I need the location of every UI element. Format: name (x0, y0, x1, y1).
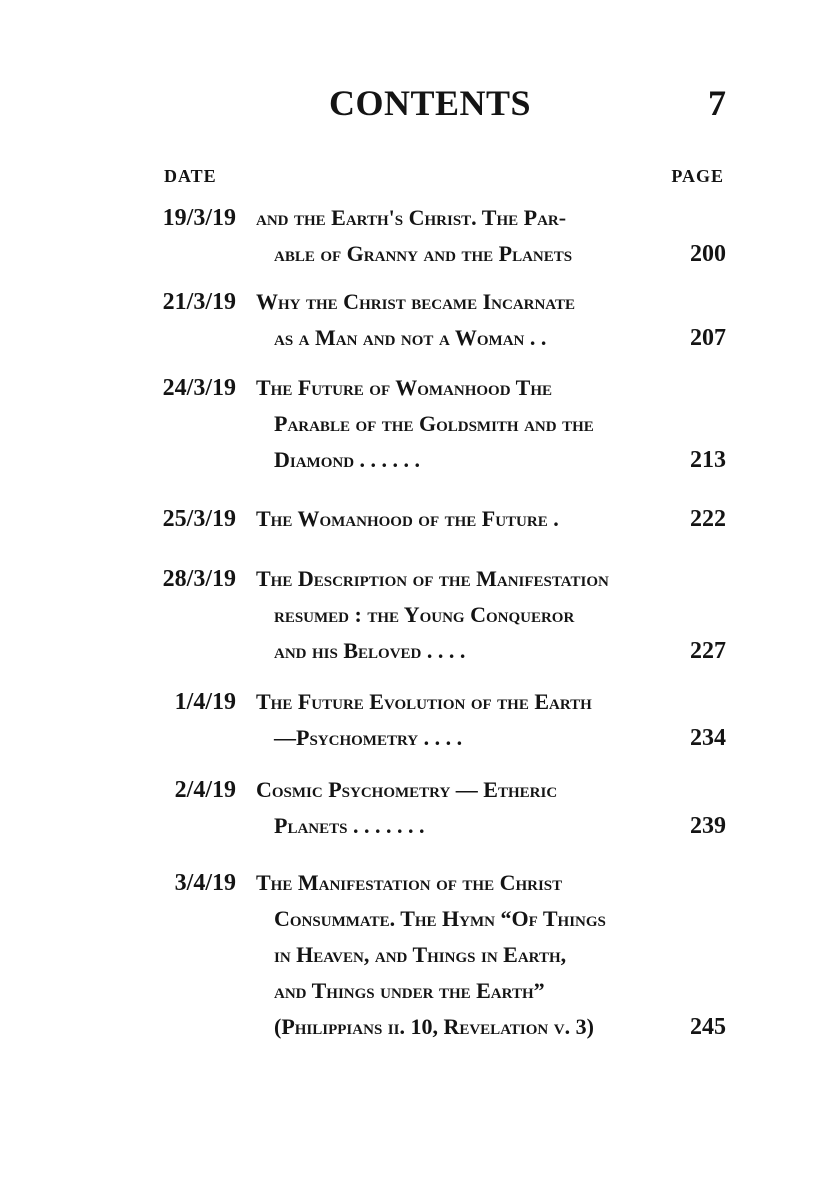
entry-title-line: (Philippians ii. 10, Revelation v. 3) (274, 1014, 594, 1039)
entry-page: 213 (690, 447, 726, 473)
entry-title-line: as a Man and not a Woman . . (274, 325, 547, 350)
entry-title-line: The Manifestation of the Christ (256, 870, 563, 895)
entry-title (256, 772, 670, 844)
entry-page: 200 (690, 241, 726, 267)
entry-page: 245 (690, 1014, 726, 1040)
entry-title-line: able of Granny and the Planets (274, 241, 573, 266)
entry-page: 234 (690, 725, 726, 751)
entry-title (256, 561, 670, 669)
entry-page: 222 (690, 506, 726, 532)
entry-title (256, 684, 670, 756)
entry-title-line: The Future Evolution of the Earth (256, 689, 592, 714)
entry-title (256, 501, 670, 537)
page-header (0, 82, 840, 132)
entry-page: 239 (690, 813, 726, 839)
entry-title (256, 865, 670, 1045)
entry-date: 28/3/19 (162, 566, 236, 592)
entry-title-line: and the Earth's Christ. The Par- (256, 205, 567, 230)
entry-title-line: —Psychometry . . . . (274, 725, 463, 750)
entry-page: 207 (690, 325, 726, 351)
entry-title-line: resumed : the Young Conqueror (274, 602, 575, 627)
entry-title-line: Why the Christ became Incarnate (256, 289, 576, 314)
entry-date: 19/3/19 (162, 205, 236, 231)
entry-date: 1/4/19 (174, 689, 236, 715)
entry-page: 227 (690, 638, 726, 664)
entry-title (256, 200, 670, 272)
entry-title-line: The Womanhood of the Future . (256, 506, 559, 531)
entry-title-line: Diamond . . . . . . (274, 447, 421, 472)
entry-title-line: Cosmic Psychometry — Etheric (256, 777, 558, 802)
entry-title (256, 370, 670, 478)
entry-date: 2/4/19 (174, 777, 236, 803)
entry-title-line: Parable of the Goldsmith and the (274, 411, 594, 436)
page-column-heading: PAGE (671, 166, 724, 186)
entry-date: 24/3/19 (162, 375, 236, 401)
date-column-heading: DATE (164, 166, 217, 186)
entry-title-line: and his Beloved . . . . (274, 638, 466, 663)
entry-title (256, 284, 670, 356)
entry-date: 25/3/19 (162, 506, 236, 532)
running-title: CONTENTS (328, 83, 532, 123)
entry-title-line: The Description of the Manifestation (256, 566, 609, 591)
entry-title-line: Planets . . . . . . . (274, 813, 425, 838)
entry-date: 21/3/19 (162, 289, 236, 315)
entry-title-line: The Future of Womanhood The (256, 375, 552, 400)
entry-title-line: Consummate. The Hymn “Of Things (274, 906, 606, 931)
entry-date: 3/4/19 (174, 870, 236, 896)
entry-title-line: and Things under the Earth” (274, 978, 545, 1003)
entry-title-line: in Heaven, and Things in Earth, (274, 942, 567, 967)
page-number: 7 (708, 83, 726, 123)
